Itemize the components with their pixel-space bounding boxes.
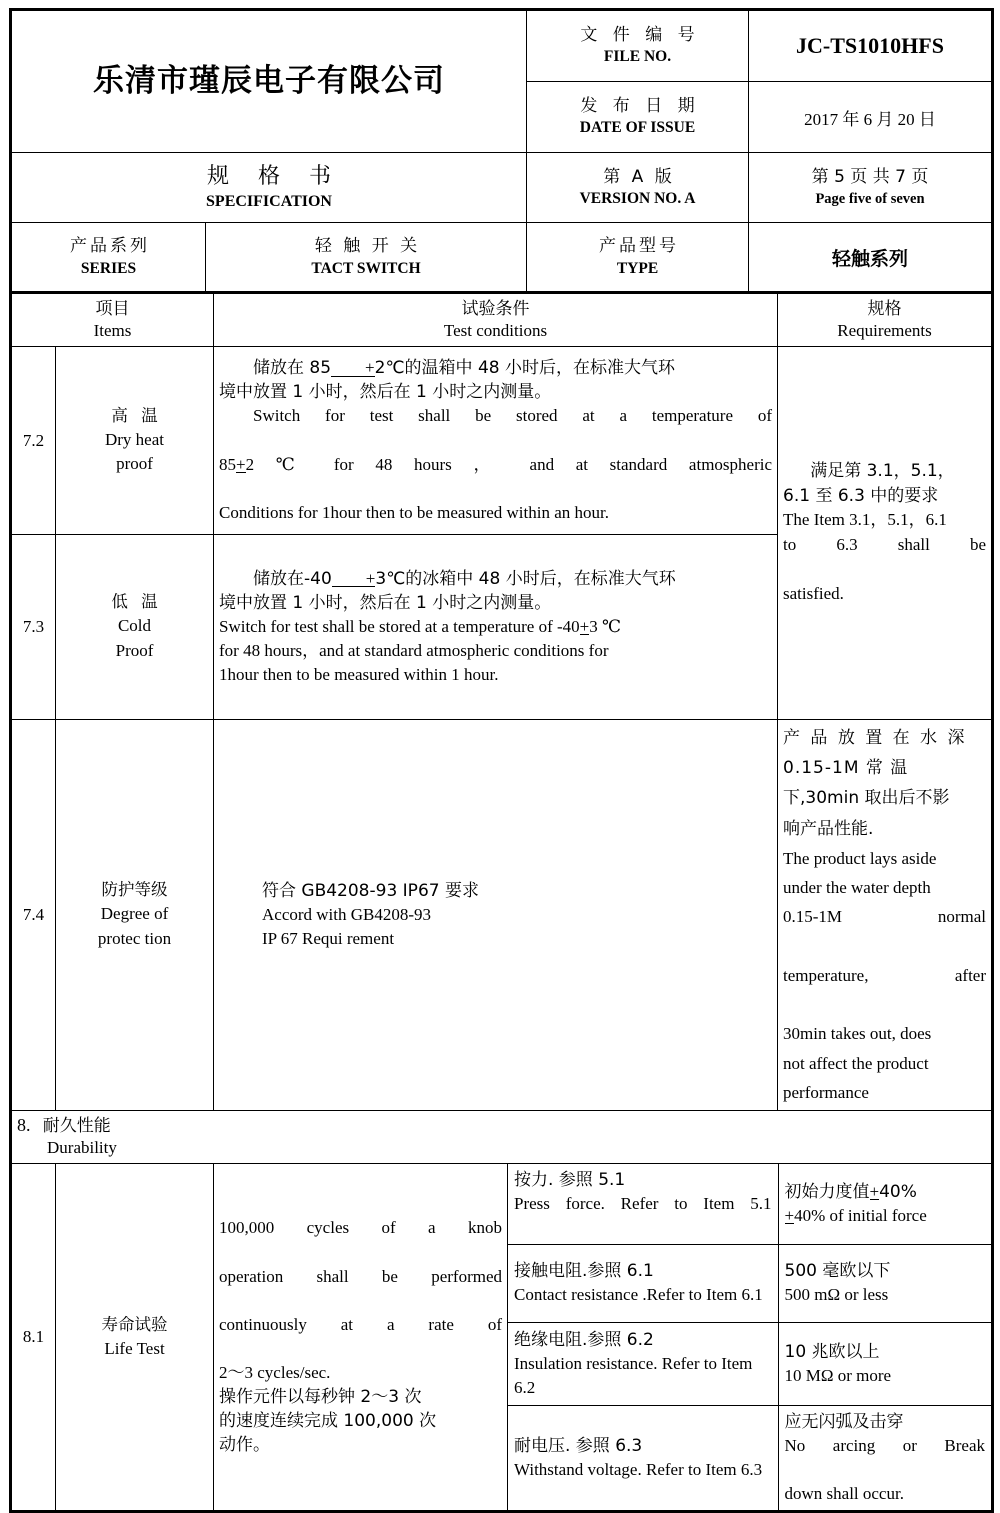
cond-73-en1b: 3 ℃ — [589, 616, 622, 636]
series-value-cn: 轻 触 开 关 — [314, 236, 421, 257]
cond-72-en2b: 2 ℃ for 48 hours ， and at standard atmospheric — [245, 454, 773, 474]
req74-en1: The product lays aside — [783, 848, 937, 868]
row-item-72-en2: proof — [116, 454, 153, 474]
header-row-file-no — [11, 10, 993, 82]
cond-72-en2a: 85 — [219, 454, 236, 474]
series-label-cn: 产品系列 — [70, 236, 150, 257]
header-row-series — [11, 223, 993, 293]
cond-81-en1: 100,000 cycles of a knob — [219, 1218, 502, 1238]
cond-73-cn1: 储放在-40 — [253, 568, 332, 589]
cond-73-en2: for 48 hours，and at standard atmospheric conditions for — [219, 641, 609, 661]
sub-cond-1-en: Press force. Refer to Item 5.1 — [514, 1193, 772, 1213]
row-number-81: 8.1 — [11, 1163, 56, 1512]
sub-req-4-cn: 应无闪弧及击穿 — [784, 1411, 904, 1432]
sub-cond-3-cn: 绝缘电阻.参照 6.2 — [514, 1329, 654, 1350]
sub-req-2-cn: 500 毫欧以下 — [784, 1261, 891, 1282]
sub-cond-1-cn: 按力. 参照 5.1 — [514, 1169, 626, 1190]
cond-81-en3: continuously at a rate of — [219, 1314, 502, 1334]
cond-72-cn1: 储放在 85 — [253, 358, 332, 379]
type-label-en: TYPE — [616, 259, 659, 277]
sub-req-1-en: 40% of initial force — [794, 1205, 927, 1225]
sub-req-3-en: 10 MΩ or more — [784, 1365, 892, 1385]
col-header-conditions-en: Test conditions — [443, 321, 548, 340]
sub-req-3 — [778, 1322, 991, 1405]
row-item-81-cn: 寿命试验 — [101, 1314, 168, 1334]
cond-72-en1: Switch for test shall be stored at a temperature of — [253, 406, 773, 426]
sub-req-1: 初始力度值+40% +40% of initial force — [778, 1164, 991, 1245]
row-item-81-en: Life Test — [104, 1338, 165, 1358]
row-number-72: 7.2 — [11, 347, 56, 535]
row-item-81 — [56, 1163, 214, 1512]
row-item-73 — [56, 535, 214, 720]
req74-cn3: 下,30min 取出后不影 — [783, 788, 950, 809]
row-item-74 — [56, 720, 214, 1111]
cond-81-cn2: 的速度连续完成 100,000 次 — [219, 1411, 437, 1432]
sub-req-1-cn-prefix: 初始力度值 — [784, 1181, 870, 1202]
row-conditions-74 — [214, 720, 778, 1111]
cond-73-cn3: 境中放置 1 小时，然后在 1 小时之内测量。 — [219, 592, 552, 613]
sub-cond-4-en: Withstand voltage. Refer to Item 6.3 — [514, 1460, 763, 1480]
sub-cond-3-en: Insulation resistance. Refer to Item 6.2 — [514, 1353, 753, 1397]
section-8-header — [11, 1111, 993, 1163]
row-conditions-72: 储放在 85 +2℃的温箱中 48 小时后，在标准大气环 境中放置 1 小时，然后在 1 小时之内测量。 Switch for test shall be stored at a temperature of 85+2 ℃ for 48 hours ， and at standard atmospheric Conditions for 1hour then to be measured within an hour. — [214, 347, 778, 535]
cond-73-cn2: 3℃的冰箱中 48 小时后，在标准大气环 — [375, 568, 676, 589]
specification-label-en: SPECIFICATION — [206, 192, 332, 210]
section-8-title-en: Durability — [47, 1138, 117, 1158]
header-row-specification — [11, 153, 993, 223]
sub-cond-3 — [508, 1322, 778, 1405]
row-requirements-74 — [778, 720, 993, 1111]
version-cell — [527, 153, 749, 223]
subtable-row — [508, 1322, 991, 1405]
req73-en3: satisfied. — [783, 584, 844, 604]
sub-cond-2-en: Contact resistance .Refer to Item 6.1 — [514, 1285, 763, 1305]
req74-en5: 30min takes out, does — [783, 1024, 932, 1044]
sub-req-3-cn: 10 兆欧以上 — [784, 1341, 880, 1362]
row-81-subtable-cell — [508, 1163, 993, 1512]
sub-req-4-en1: No arcing or Break — [784, 1436, 986, 1456]
type-label-cell — [527, 223, 749, 293]
col-header-requirements-en: Requirements — [837, 321, 932, 340]
sub-cond-4 — [508, 1405, 778, 1510]
company-name: 乐清市瑾辰电子有限公司 — [11, 10, 527, 153]
row-conditions-73: 储放在-40 +3℃的冰箱中 48 小时后，在标准大气环 境中放置 1 小时，然后在 1 小时之内测量。 Switch for test shall be stored at a temperature of -40+3 ℃ for 48 hours，and at standard atmospheric conditions for 1hour then to be measured within 1 hour. — [214, 535, 778, 720]
file-no-label-en: FILE NO. — [603, 48, 672, 66]
table-row — [11, 1163, 993, 1512]
main-table-header-row — [11, 293, 993, 347]
cond-72-cn3: 境中放置 1 小时，然后在 1 小时之内测量。 — [219, 382, 552, 403]
cond-81-en2: operation shall be performed — [219, 1266, 502, 1286]
cond-72-cn2: 2℃的温箱中 48 小时后，在标准大气环 — [374, 358, 675, 379]
req74-en3: 0.15-1M normal — [783, 907, 987, 927]
table-row — [11, 720, 993, 1111]
row-item-72-en1: Dry heat — [104, 429, 164, 449]
document-header-table — [9, 8, 994, 294]
req74-en7: performance — [783, 1082, 869, 1102]
row-item-74-en1: Degree of — [100, 904, 169, 924]
table-row — [11, 347, 993, 535]
type-label-cn: 产品型号 — [599, 236, 679, 257]
series-label-cell — [11, 223, 206, 293]
sub-req-2 — [778, 1244, 991, 1322]
section-8-number: 8. — [17, 1115, 31, 1136]
page-label-en: Page five of seven — [815, 190, 925, 207]
req73-en2: to 6.3 shall be — [783, 535, 987, 554]
cond-73-en3: 1hour then to be measured within 1 hour. — [219, 665, 499, 685]
sub-cond-4-cn: 耐电压. 参照 6.3 — [514, 1436, 643, 1457]
req74-en2: under the water depth — [783, 878, 931, 898]
page-label-cn: 第 5 页 共 7 页 — [811, 167, 929, 188]
req73-cn1: 满足第 3.1，5.1， — [810, 461, 955, 482]
date-of-issue-label-cell — [527, 82, 749, 153]
col-header-items-cn: 项目 — [95, 298, 130, 319]
row-requirements-72-73 — [778, 347, 993, 720]
subtable-row — [508, 1405, 991, 1510]
req74-en6: not affect the product — [783, 1053, 929, 1073]
subtable-row — [508, 1244, 991, 1322]
col-header-conditions-cn: 试验条件 — [461, 298, 530, 319]
row-item-73-cn: 低 温 — [111, 592, 162, 612]
cond-74-l2: Accord with GB4208-93 — [262, 904, 432, 924]
cond-81-cn1: 操作元件以每秒钟 2～3 次 — [219, 1387, 422, 1408]
date-of-issue-label-cn: 发 布 日 期 — [580, 96, 700, 117]
cond-74-l1: 符合 GB4208-93 IP67 要求 — [262, 880, 479, 901]
file-no-label-cn: 文 件 编 号 — [580, 25, 700, 46]
col-header-requirements — [778, 293, 993, 347]
sub-req-4 — [778, 1405, 991, 1510]
row-conditions-81 — [214, 1163, 508, 1512]
row-item-74-cn: 防护等级 — [101, 880, 168, 900]
version-label-cn: 第 A 版 — [603, 166, 675, 187]
page-cell — [749, 153, 993, 223]
durability-subtable — [508, 1164, 991, 1511]
date-of-issue-label-en: DATE OF ISSUE — [579, 119, 696, 137]
row-number-73: 7.3 — [11, 535, 56, 720]
cond-81-en4: 2～3 cycles/sec. — [219, 1363, 331, 1383]
file-no-value: JC-TS1010HFS — [749, 10, 993, 82]
series-label-en: SERIES — [80, 259, 137, 277]
specification-main-table — [9, 291, 994, 1513]
sub-cond-1 — [508, 1164, 778, 1245]
req74-cn2: 0.15-1M 常 温 — [783, 758, 909, 779]
sub-cond-2-cn: 接触电阻.参照 6.1 — [514, 1261, 654, 1282]
section-header-row — [11, 1111, 993, 1163]
col-header-requirements-cn: 规格 — [867, 298, 902, 319]
cond-73-en1a: Switch for test shall be stored at a temperature of -40 — [219, 616, 580, 636]
sub-req-4-en2: down shall occur. — [784, 1484, 904, 1504]
cond-74-l3: IP 67 Requi rement — [262, 929, 395, 949]
cond-81-cn3: 动作。 — [219, 1435, 270, 1456]
date-of-issue-value: 2017 年 6 月 20 日 — [749, 82, 993, 153]
sub-req-2-en: 500 mΩ or less — [784, 1285, 889, 1305]
type-value: 轻触系列 — [749, 223, 993, 293]
row-item-73-en1: Cold — [117, 616, 152, 636]
req73-en1: The Item 3.1，5.1，6.1 — [783, 510, 947, 530]
col-header-conditions — [214, 293, 778, 347]
col-header-items-en: Items — [93, 321, 132, 340]
row-item-72-cn: 高 温 — [111, 405, 162, 425]
section-8-title-cn: 耐久性能 — [42, 1116, 111, 1137]
version-label-en: VERSION NO. A — [579, 190, 696, 208]
file-no-label-cell — [527, 10, 749, 82]
col-header-items — [11, 293, 214, 347]
sub-cond-2 — [508, 1244, 778, 1322]
row-item-74-en2: protec tion — [97, 928, 172, 948]
row-item-72 — [56, 347, 214, 535]
specification-cell — [11, 153, 527, 223]
series-value-cell — [206, 223, 527, 293]
row-number-74: 7.4 — [11, 720, 56, 1111]
series-value-en: TACT SWITCH — [311, 259, 421, 277]
req73-cn2: 6.1 至 6.3 中的要求 — [783, 485, 939, 506]
specification-label-cn: 规 格 书 — [207, 164, 342, 190]
sub-req-1-cn-suffix: 40% — [879, 1181, 917, 1202]
req74-en4: temperature, after — [783, 965, 987, 985]
req74-cn4: 响产品性能. — [783, 818, 874, 839]
subtable-row — [508, 1164, 991, 1245]
row-item-73-en2: Proof — [115, 640, 154, 660]
cond-72-en3: Conditions for 1hour then to be measured within an hour. — [219, 502, 609, 522]
req74-cn1: 产 品 放 置 在 水 深 — [783, 728, 967, 748]
